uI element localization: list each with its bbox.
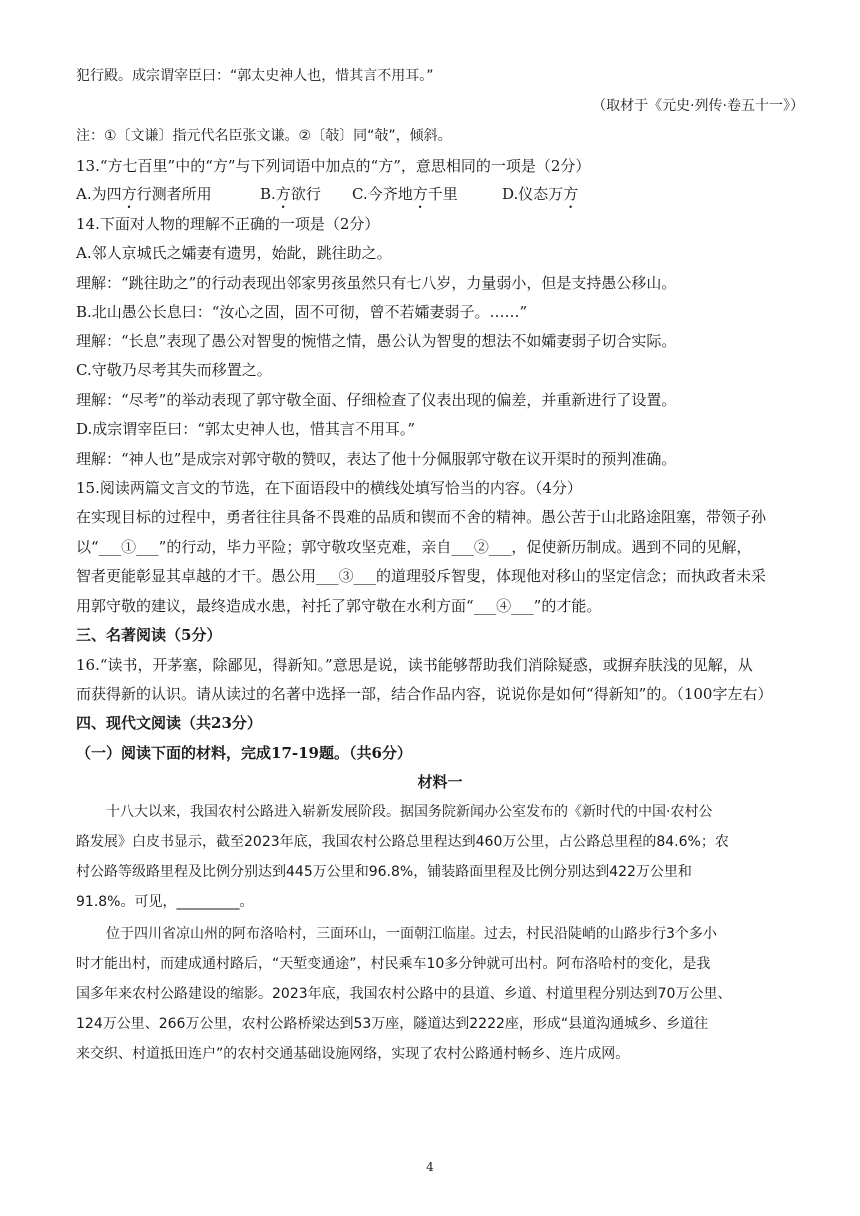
material-line-9: 来交织、村道抵田连户”的农村交通基础设施网络，实现了农村公路通村畅乡、连片成网。 [76, 1046, 630, 1062]
q15-paragraph-line-2: 以“___①___”的行动，毕力平险；郭守敬攻坚克难，亲自___②___，促使新历制成。遇到不同的见解， [76, 538, 752, 556]
q15-paragraph-line-4: 用郭守敬的建议，最终造成水患，衬托了郭守敬在水利方面“___④___”的才能。 [76, 597, 602, 615]
q14-understanding-a: 理解：“跳往助之”的行动表现出邻家男孩虽然只有七八岁，力量弱小，但是支持愚公移山。 [76, 274, 677, 292]
section-heading-3: 三、名著阅读（5分） [76, 626, 222, 644]
material-line-5: 位于四川省凉山州的阿布洛哈村，三面环山，一面朝江临崖。过去，村民沿陡峭的山路步行3个多小 [106, 926, 717, 942]
q14-understanding-d: 理解：“神人也”是成宗对郭守敬的赞叹，表达了他十分佩服郭守敬在议开渠时的预判准确。 [76, 450, 677, 468]
question-13-stem: 13.“方七百里”中的“方”与下列词语中加点的“方”，意思相同的一项是（2分） [76, 157, 591, 175]
q15-paragraph-line-3: 智者更能彰显其卓越的才干。愚公用___③___的道理驳斥智叟，体现他对移山的坚定信念；而执政者未采 [76, 567, 767, 585]
passage-last-line: 犯行殿。成宗谓宰臣曰：“郭太史神人也，惜其言不用耳。” [76, 68, 434, 84]
page-number: 4 [426, 1160, 434, 1174]
question-16-line-2: 而获得新的认识。请从读过的名著中选择一部，结合作品内容，说说你是如何“得新知”的。（100字左右） [76, 685, 773, 703]
material-title: 材料一 [417, 773, 463, 791]
question-15-stem: 15.阅读两篇文言文的节选，在下面语段中的横线处填写恰当的内容。（4分） [76, 479, 582, 497]
option-c: C.今齐地方千里 [352, 185, 458, 203]
subsection-heading-1: （一）阅读下面的材料，完成17-19题。（共6分） [76, 744, 412, 762]
option-a: A.为四方行测者所用 [76, 185, 212, 203]
q14-option-d: D.成宗谓宰臣曰：“郭太史神人也，惜其言不用耳。” [76, 420, 416, 438]
passage-source: （取材于《元史·列传·卷五十一》） [592, 98, 804, 114]
material-line-1: 十八大以来，我国农村公路进入崭新发展阶段。据国务院新闻办公室发布的《新时代的中国·农村公 [106, 804, 713, 820]
option-b: B.方欲行 [260, 185, 321, 203]
section-heading-4: 四、现代文阅读（共23分） [76, 714, 262, 732]
material-line-6: 时才能出村，而建成通村路后，“天堑变通途”，村民乘车10多分钟就可出村。阿布洛哈村的变化，是我 [76, 956, 711, 972]
annotation-note: 注：①〔文谦〕指元代名臣张文谦。②〔敧〕同“敧”，倾斜。 [76, 128, 452, 144]
q15-paragraph-line-1: 在实现目标的过程中，勇者往往具备不畏难的品质和锲而不舍的精神。愚公苦于山北路途阻塞，带领子孙 [76, 508, 767, 526]
question-14-stem: 14.下面对人物的理解不正确的一项是（2分） [76, 215, 380, 233]
material-line-4: 91.8%。可见，_________。 [76, 894, 254, 910]
material-line-3: 村公路等级路里程及比例分别达到445万公里和96.8%，铺装路面里程及比例分别达到422万公里和 [76, 864, 692, 880]
q14-understanding-b: 理解：“长息”表现了愚公对智叟的惋惜之情，愚公认为智叟的想法不如孀妻弱子切合实际。 [76, 332, 677, 350]
q14-option-a: A.邻人京城氏之孀妻有遗男，始龀，跳往助之。 [76, 244, 392, 262]
q14-understanding-c: 理解：“尽考”的举动表现了郭守敬全面、仔细检查了仪表出现的偏差，并重新进行了设置。 [76, 391, 677, 409]
q14-option-c: C.守敬乃尽考其失而移置之。 [76, 361, 272, 379]
question-16-line-1: 16.“读书，开茅塞，除鄙见，得新知。”意思是说，读书能够帮助我们消除疑惑，或摒弃肤浅的见解，从 [76, 656, 753, 674]
material-line-8: 124万公里、266万公里，农村公路桥梁达到53万座，隧道达到2222座，形成“县道沟通城乡、乡道往 [76, 1016, 709, 1032]
q14-option-b: B.北山愚公长息曰：“汝心之固，固不可彻，曾不若孀妻弱子。……” [76, 303, 528, 321]
material-line-7: 国多年来农村公路建设的缩影。2023年底，我国农村公路中的县道、乡道、村道里程分别达到70万公里、 [76, 986, 732, 1002]
option-d: D.仪态万方 [502, 185, 579, 203]
material-line-2: 路发展》白皮书显示，截至2023年底，我国农村公路总里程达到460万公里，占公路总里程的84.6%；农 [76, 834, 729, 850]
